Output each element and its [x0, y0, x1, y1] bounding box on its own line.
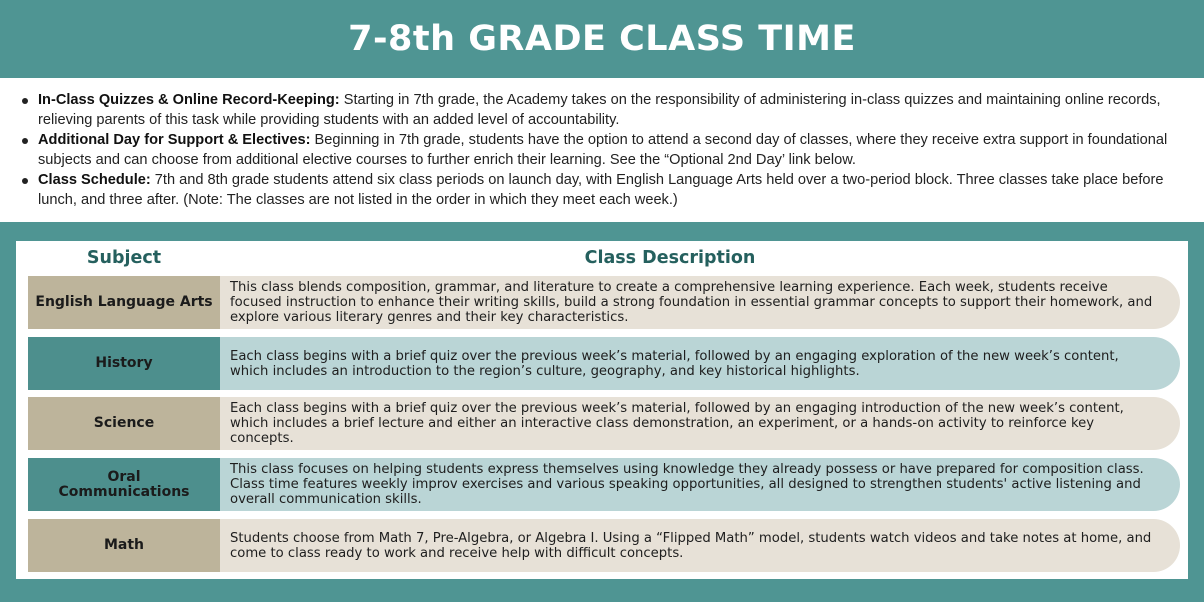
subject-cell: Oral Communications — [28, 458, 220, 511]
description-cell: Each class begins with a brief quiz over the previous week’s material, followed by an engaging exploration of the new week’s content, which includes an introduction to the region’s culture, geography, and key historical highlights. — [220, 337, 1180, 390]
intro-section — [0, 78, 1204, 222]
description-cell: This class focuses on helping students express themselves using knowledge they already possess or have prepared for composition class. Class time features weekly improv exercises and various speaking opportunities, all designed to strengthen students' active listening and overall communication skills. — [220, 458, 1180, 511]
description-cell: This class blends composition, grammar, and literature to create a comprehensive learning experience. Each week, students receive focused instruction to enhance their writing skills, build a strong foundation in essential grammar concepts to support their homework, and explore various literary genres and their key characteristics. — [220, 276, 1180, 329]
bullet-class-schedule — [20, 170, 1190, 210]
description-cell: Students choose from Math 7, Pre-Algebra, or Algebra I. Using a “Flipped Math” model, students watch videos and take notes at home, and come to class ready to work and receive help with difficult concepts. — [220, 519, 1180, 572]
table-row-science — [28, 397, 1180, 450]
table-row-english — [28, 276, 1180, 329]
bullet-label: Class Schedule: — [38, 172, 151, 188]
bullet-quizzes — [20, 90, 1190, 130]
subject-cell: History — [28, 337, 220, 390]
bullet-label: In-Class Quizzes & Online Record-Keeping: — [38, 92, 340, 108]
subject-cell: English Language Arts — [28, 276, 220, 329]
subject-cell: Science — [28, 397, 220, 450]
table-row-math — [28, 519, 1180, 572]
description-column-header: Class Description — [584, 248, 756, 268]
description-cell: Each class begins with a brief quiz over the previous week’s material, followed by an engaging introduction of the new week’s content, which includes a brief lecture and either an interactive class demonstration, an experiment, or a hands-on activity to reinforce key concepts. — [220, 397, 1180, 450]
page-header — [0, 0, 1204, 78]
page-title: 7-8th GRADE CLASS TIME — [348, 19, 856, 59]
table-row-oral-communications — [28, 458, 1180, 511]
table-row-history — [28, 337, 1180, 390]
subject-column-header: Subject — [86, 248, 162, 268]
subject-cell: Math — [28, 519, 220, 572]
bullet-text: Beginning in 7th grade, students have the option to attend a second day of classes, where they receive extra support in foundational subjects and can choose from additional elective courses to further enrich their learning. See the “Optional 2nd Day’ link below. — [38, 132, 1168, 168]
intro-bullet-list — [20, 90, 1190, 210]
bullet-additional-day — [20, 130, 1190, 170]
bullet-label: Additional Day for Support & Electives: — [38, 132, 311, 148]
bullet-text: 7th and 8th grade students attend six class periods on launch day, with English Language Arts held over a two-period block. Three classes take place before lunch, and three after. (Note: The classes are not listed in the order in which they meet each week.) — [38, 172, 1164, 208]
bullet-text: Starting in 7th grade, the Academy takes on the responsibility of administering in-class quizzes and maintaining online records, relieving parents of this task while providing students with an added level of accountability. — [38, 92, 1161, 128]
